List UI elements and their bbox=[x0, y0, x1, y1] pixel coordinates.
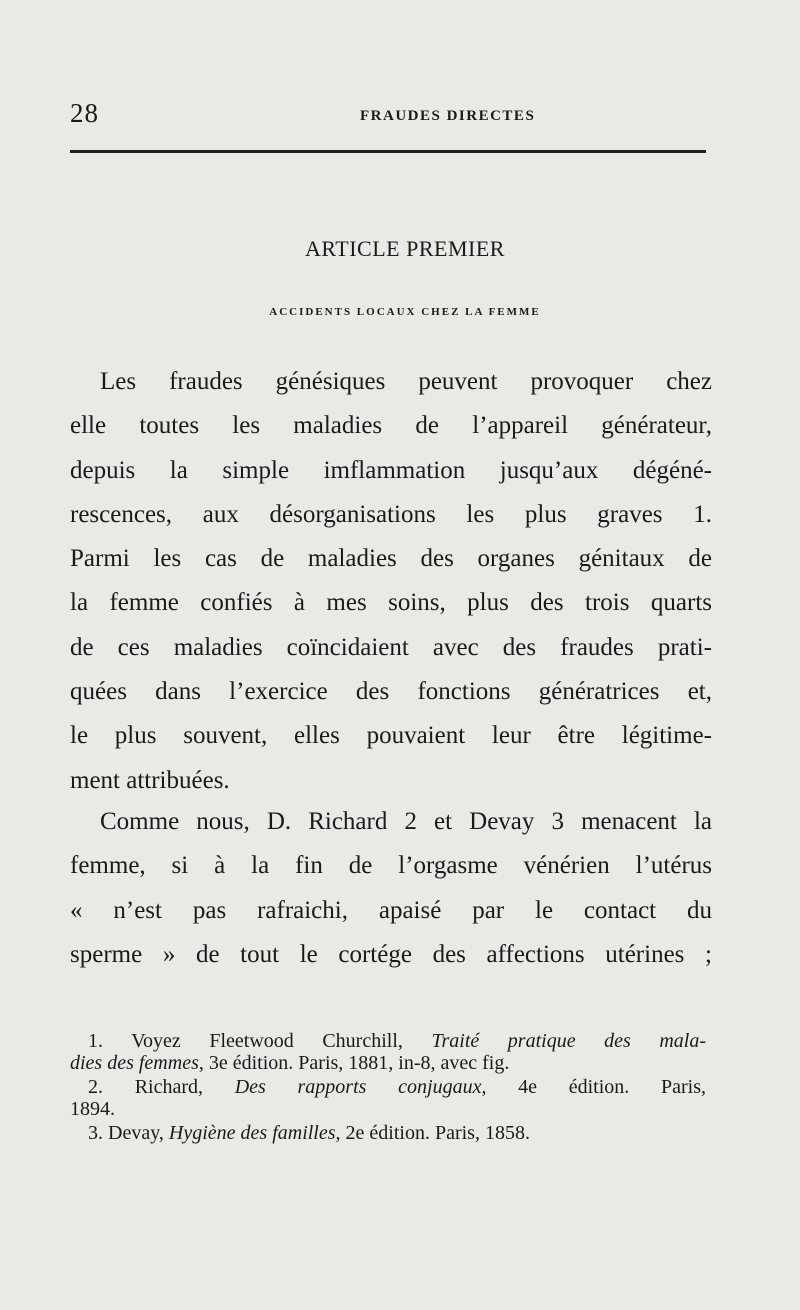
paragraph-1 bbox=[70, 360, 712, 803]
footnote-2 bbox=[70, 1076, 706, 1098]
footnote-1-text: 1. Voyez Fleetwood Churchill, bbox=[88, 1030, 432, 1052]
footnote-3-text: 3. Devay, bbox=[88, 1122, 169, 1144]
section-title: ARTICLE PREMIER bbox=[305, 236, 505, 261]
footnote-2-edition: , 4e édition. Paris, bbox=[481, 1076, 706, 1098]
footnote-2-work-title: Des rapports conjugaux bbox=[234, 1076, 482, 1098]
text-line: la femme confiés à mes soins, plus des trois quarts bbox=[70, 589, 712, 617]
text-line: depuis la simple imflammation jusqu’aux dégéné- bbox=[70, 456, 712, 484]
footnote-3-work-title: Hygiène des familles bbox=[168, 1122, 336, 1144]
header-rule bbox=[70, 150, 706, 153]
text-line: femme, si à la fin de l’orgasme vénérien l’utérus bbox=[70, 852, 712, 880]
page-number: 28 bbox=[70, 98, 99, 128]
text-line: quées dans l’exercice des fonctions génératrices et, bbox=[70, 678, 712, 706]
footnote-2-text: 2. Richard, bbox=[88, 1076, 235, 1098]
text-line: elle toutes les maladies de l’appareil générateur, bbox=[70, 412, 712, 440]
footnote-1-continued bbox=[70, 1052, 706, 1074]
footnote-3-edition: , 2e édition. Paris, 1858. bbox=[335, 1122, 530, 1144]
footnote-3 bbox=[70, 1122, 706, 1144]
footnote-1-work-title-cont: dies des femmes bbox=[70, 1052, 199, 1074]
paragraph-2 bbox=[70, 800, 712, 977]
section-subtitle: ACCIDENTS LOCAUX CHEZ LA FEMME bbox=[269, 306, 541, 318]
text-line: sperme » de tout le cortége des affections utérines ; bbox=[70, 940, 712, 968]
footnotes bbox=[70, 1030, 706, 1144]
running-title: FRAUDES DIRECTES bbox=[360, 108, 536, 124]
text-line: Les fraudes génésiques peuvent provoquer chez bbox=[100, 368, 712, 395]
footnote-1 bbox=[70, 1030, 706, 1052]
running-head bbox=[70, 98, 706, 138]
text-line: ment attribuées. bbox=[70, 766, 230, 794]
text-line: le plus souvent, elles pouvaient leur être légitime- bbox=[70, 722, 712, 750]
footnote-2-year: 1894. bbox=[70, 1098, 115, 1120]
text-line: rescences, aux désorganisations les plus graves 1. bbox=[70, 500, 712, 528]
footnote-1-work-title: Traité pratique des mala- bbox=[431, 1030, 706, 1052]
text-line: « n’est pas rafraichi, apaisé par le contact du bbox=[70, 896, 712, 924]
footnote-1-edition: , 3e édition. Paris, 1881, in-8, avec fig. bbox=[198, 1052, 510, 1074]
text-line: de ces maladies coïncidaient avec des fraudes prati- bbox=[70, 633, 712, 661]
text-line: Comme nous, D. Richard 2 et Devay 3 menacent la bbox=[100, 808, 712, 835]
text-line: Parmi les cas de maladies des organes génitaux de bbox=[70, 545, 712, 573]
